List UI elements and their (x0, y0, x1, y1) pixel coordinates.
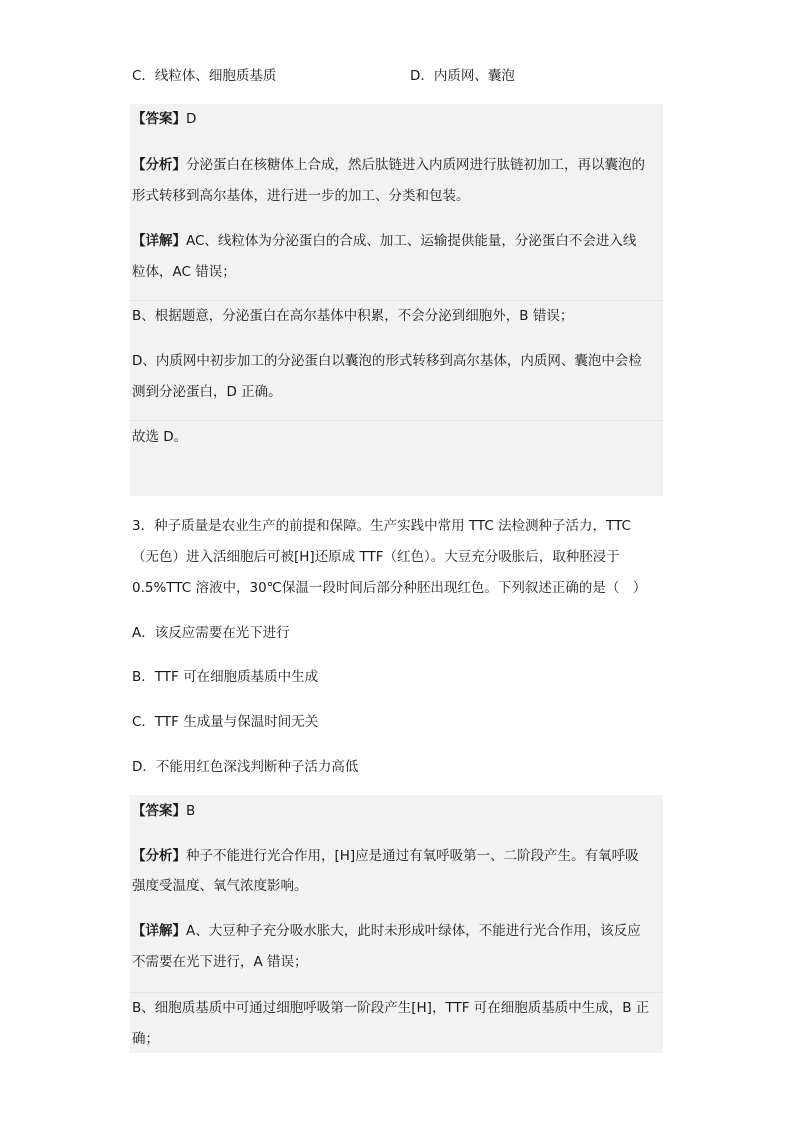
answer-tag: 【答案】 (132, 803, 186, 819)
q3-stem-line: 0.5%TTC 溶液中，30℃保温一段时间后部分种胚出现红色。下列叙述正确的是（ ） (132, 580, 647, 596)
q3-detail-line (132, 921, 641, 941)
q3-detail-line: 确； (132, 1031, 159, 1047)
q2-solution-divider (130, 420, 663, 421)
analysis-text: 分泌蛋白在核糖体上合成，然后肽链进入内质网进行肽链初加工，再以囊泡的 (186, 157, 645, 173)
answer-value: D (186, 111, 197, 127)
q2-detail-line: 测到分泌蛋白，D 正确。 (132, 384, 282, 400)
detail-text: AC、线粒体为分泌蛋白的合成、加工、运输提供能量，分泌蛋白不会进入线 (186, 233, 637, 249)
analysis-tag: 【分析】 (132, 157, 186, 173)
q2-answer (132, 109, 196, 129)
q3-option-d: D．不能用红色深浅判断种子活力高低 (132, 759, 359, 775)
detail-tag: 【详解】 (132, 233, 186, 249)
q2-option-d: D．内质网、囊泡 (410, 68, 515, 84)
q3-option-a: A．该反应需要在光下进行 (132, 625, 290, 641)
q3-stem-line: 3．种子质量是农业生产的前提和保障。生产实践中常用 TTC 法检测种子活力，TTC (132, 518, 631, 534)
q2-detail-line: B、根据题意，分泌蛋白在高尔基体中积累，不会分泌到细胞外，B 错误； (132, 308, 574, 324)
analysis-text: 种子不能进行光合作用，[H]应是通过有氧呼吸第一、二阶段产生。有氧呼吸 (186, 848, 639, 864)
detail-text: A、大豆种子充分吸水胀大，此时未形成叶绿体，不能进行光合作用，该反应 (186, 923, 641, 939)
q2-detail-line: 粒体，AC 错误； (132, 264, 236, 280)
q2-conclusion: 故选 D。 (132, 429, 188, 445)
q2-analysis-line: 形式转移到高尔基体，进行进一步的加工、分类和包装。 (132, 188, 470, 204)
q3-stem-line: （无色）进入活细胞后可被[H]还原成 TTF（红色）。大豆充分吸胀后，取种胚浸于 (132, 549, 620, 565)
q2-option-c: C．线粒体、细胞质基质 (132, 68, 277, 84)
q3-answer (132, 801, 195, 821)
q3-analysis-line: 强度受温度、氧气浓度影响。 (132, 878, 308, 894)
q3-option-b: B．TTF 可在细胞质基质中生成 (132, 669, 319, 685)
q3-detail-line: B、细胞质基质中可通过细胞呼吸第一阶段产生[H]，TTF 可在细胞质基质中生成，B 正 (132, 1000, 650, 1016)
detail-tag: 【详解】 (132, 923, 186, 939)
answer-value: B (186, 803, 196, 819)
answer-tag: 【答案】 (132, 111, 186, 127)
q2-detail-line: D、内质网中初步加工的分泌蛋白以囊泡的形式转移到高尔基体，内质网、囊泡中会检 (132, 353, 642, 369)
q3-analysis-line (132, 846, 639, 866)
q3-detail-line: 不需要在光下进行，A 错误； (132, 954, 308, 970)
q3-solution-divider (130, 992, 663, 993)
q2-analysis-line (132, 155, 645, 175)
q2-detail-line (132, 231, 636, 251)
q2-solution-divider (130, 300, 663, 301)
analysis-tag: 【分析】 (132, 848, 186, 864)
q3-option-c: C．TTF 生成量与保温时间无关 (132, 714, 319, 730)
